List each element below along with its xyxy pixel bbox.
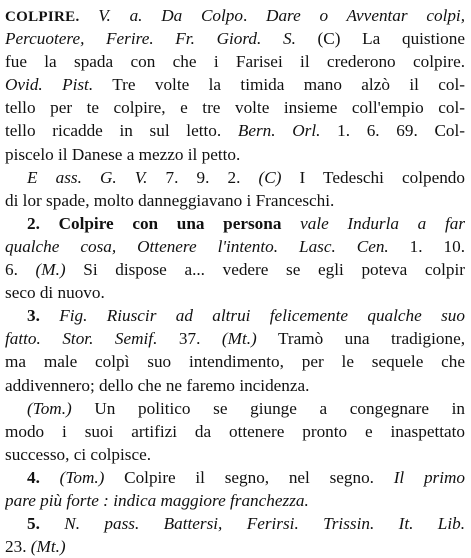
text-span: vale Indurla a far [281,213,465,233]
text-span: piscelo il Danese a mezzo il petto. [5,144,241,164]
text-span: . [243,6,267,25]
text-span: tello ricadde in sul letto. [5,121,238,141]
text-span: Tramò una tradigione, [256,329,465,349]
text-span: Percuotere, Ferire. Fr. Giord. S. [5,29,296,49]
text-span: Tre volte la timida mano alzò il col- [93,75,465,95]
entry-line [5,27,465,50]
entry-line [5,374,465,397]
text-span: fue la spada con che i Farisei il crederono colpire. [5,52,465,72]
entry-line [5,512,465,535]
text-span: successo, ci colpisce. [5,444,152,464]
text-span: (C) [258,167,282,187]
entry-line [5,420,465,443]
text-span: Bern. Orl. [237,121,321,141]
entry-line [5,73,465,96]
text-span: Il primo [393,467,465,487]
text-span: 23. [5,537,31,557]
text-span: 2. Colpire con una persona [27,213,282,233]
text-span: Si dispose a... vedere se egli poteva colpir [65,260,465,280]
text-span: Un politico se giunge a congegnare in [71,398,465,418]
text-span: 1. 6. 69. Col- [320,121,465,141]
text-span: 5. [27,514,65,534]
text-span: Colpire il segno, nel segno. [104,467,394,487]
text-span: (Tom.) [27,398,72,418]
text-span: (C) La quistione [295,29,465,49]
text-span: pare più forte : indica maggiore franchezza. [5,490,309,510]
text-span: I Tedeschi colpendo [281,167,465,187]
text-span: seco di nuovo. [5,283,105,303]
text-span: modo i suoi artifizi da ottenere pronto e inaspettato [5,421,465,441]
text-span: 4. [27,467,60,487]
text-span: (Mt.) [30,537,66,557]
text-span: 37. [157,329,222,349]
entry-line [5,4,465,27]
text-span: ma male colpì suo intendimento, per le sequele che [5,352,465,372]
text-span: E ass. G. V. [27,167,148,187]
text-span: Colpo [200,6,243,25]
entry-line [5,212,465,235]
text-span: Dare o Avventar colpi, [266,6,465,25]
text-span: (Mt.) [221,329,257,349]
entry-line [5,235,465,258]
entry-line [5,143,465,166]
entry-line [5,350,465,373]
entry-line [5,304,465,327]
entry-line [5,327,465,350]
entry-line [5,96,465,119]
entry-line [5,466,465,489]
text-span: qualche cosa, Ottenere l'intento. Lasc. Cen. [5,236,389,256]
headword: COLPIRE. [5,9,80,25]
text-span: (M.) [35,260,66,280]
text-span: Ovid. Pist. [5,75,94,95]
text-span: 1. 10. [388,236,465,256]
entry-line [5,189,465,212]
text-span: 3. [27,306,60,326]
entry-line [5,119,465,142]
text-span: (Tom.) [59,467,105,487]
entry-line [5,281,465,304]
text-span: tello per te colpire, e tre volte insieme coll'empio col- [5,98,465,118]
text-span: fatto. Stor. Semif. [5,329,158,349]
entry-line [5,397,465,420]
text-span: 7. 9. 2. [147,167,259,187]
entry-line [5,166,465,189]
entry-line [5,50,465,73]
text-span: N. pass. Battersi, Ferirsi. Trissin. It. Lib. [64,514,465,534]
entry-line [5,489,465,512]
entry-line [5,258,465,281]
entry-line [5,535,465,558]
text-span: 6. [5,260,36,280]
text-span: di lor spade, molto danneggiavano i Franceschi. [5,190,335,210]
text-span: V. a. Da [79,6,201,25]
text-span: Fig. Riuscir ad altrui felicemente qualche suo [59,306,465,326]
text-span: addivennero; dello che ne faremo incidenza. [5,375,310,395]
entry-line [5,443,465,466]
